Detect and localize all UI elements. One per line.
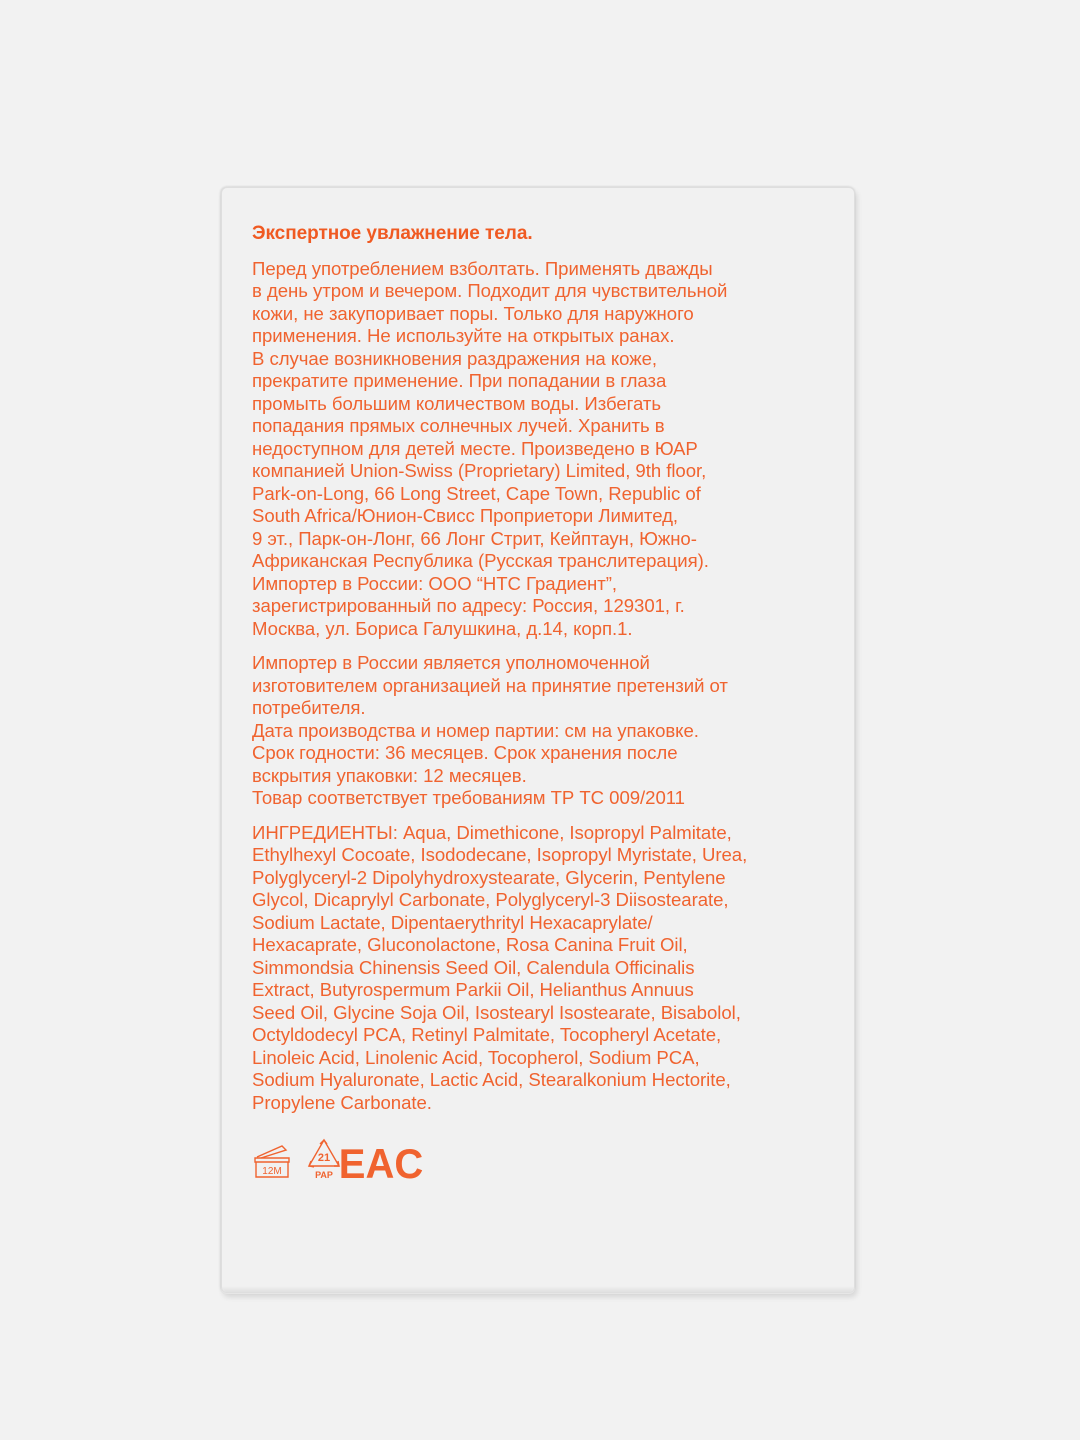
certification-icons [252, 1134, 424, 1188]
recycle-number: 21 [317, 1152, 331, 1164]
product-box [221, 187, 855, 1293]
label-text [252, 223, 842, 1114]
importer-info: Импортер в России является уполномоченной изготовителем организацией на принятие претензий от потребителя. Дата производства и номер партии: см на упаковке. Срок годности: 36 месяцев. Срок хранения после вскрытия упаковки: 12 месяцев. Товар соответствует требованиям ТР ТС 009/2011 [252, 652, 728, 808]
ingredients-list: ИНГРЕДИЕНТЫ: Aqua, Dimethicone, Isopropyl Palmitate, Ethylhexyl Cocoate, Isododecane, Isopropyl Myristate, Urea, Polyglyceryl-2 Dipolyhydroxystearate, Glycerin, Pentylene Glycol, Dicaprylyl Carbonate, Polyglyceryl-3 Diisostearate, Sodium Lactate, Dipentaerythrityl Hexacaprylate/ Hexacaprate, Gluconolactone, Rosa Canina Fruit Oil, Simmondsia Chinensis Seed Oil, Calendula Officinalis Extract, Butyrospermum Parkii Oil, Helianthus Annuus Seed Oil, Glycine Soja Oil, Isostearyl Isostearate, Bisabolol, Octyldodecyl PCA, Retinyl Palmitate, Tocopheryl Acetate, Linoleic Acid, Linolenic Acid, Tocopherol, Sodium PCA, Sodium Hyaluronate, Lactic Acid, Stearalkonium Hectorite, Propylene Carbonate. [252, 821, 748, 1113]
recycle-icon [306, 1138, 342, 1180]
eac-mark-icon [338, 1139, 424, 1188]
label-heading: Экспертное увлажнение тела. [252, 223, 533, 244]
open-jar-icon [252, 1144, 292, 1180]
eac-mark: EAC [338, 1139, 424, 1188]
recycle-code: PAP [315, 1170, 333, 1180]
pao-label: 12M [262, 1166, 282, 1177]
usage-instructions: Перед употреблением взболтать. Применять дважды в день утром и вечером. Подходит для чувствительной кожи, не закупоривает поры. Только для наружного применения. Не используйте на открытых ранах. В случае возникновения раздражения на коже, прекратите применение. При попадании в глаза промыть большим количеством воды. Избегать попадания прямых солнечных лучей. Хранить в недоступном для детей месте. Произведено в ЮАР компанией Union-Swiss (Proprietary) Limited, 9th floor, Park-on-Long, 66 Long Street, Cape Town, Republic of South Africa/Юнион-Свисс Проприетори Лимитед, 9 эт., Парк-он-Лонг, 66 Лонг Стрит, Кейптаун, Южно- Африканская Республика (Русская транслитерация). Импортер в России: ООО “НТС Градиент”, зарегистрированный по адресу: Россия, 129301, г. Москва, ул. Бориса Галушкина, д.14, корп.1. [252, 257, 728, 639]
